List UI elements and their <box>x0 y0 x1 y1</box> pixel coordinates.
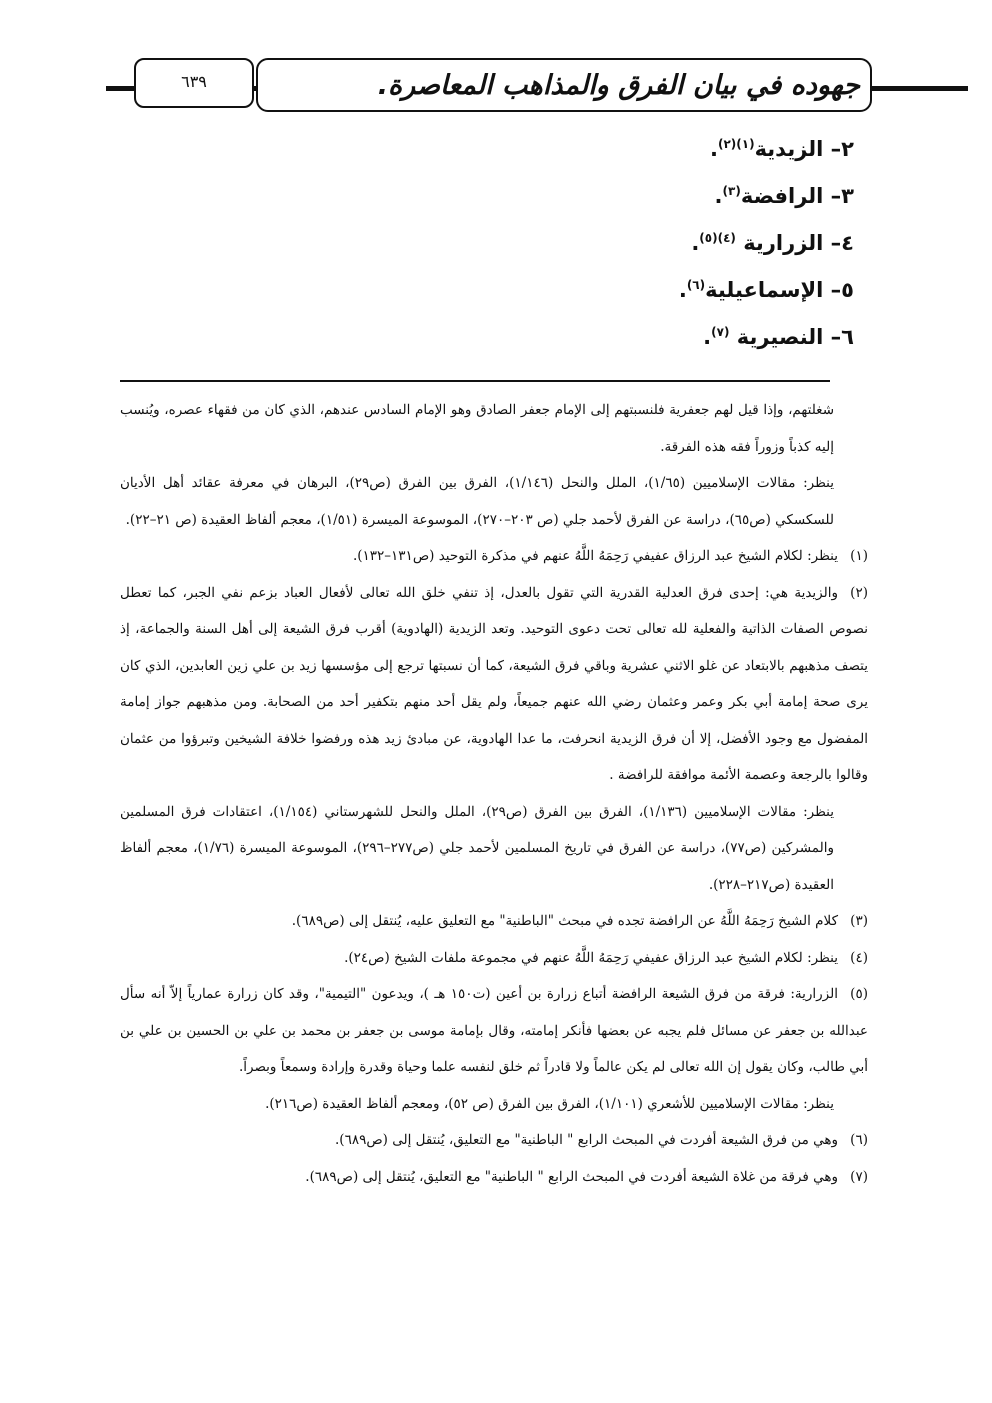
footnote-1 <box>120 538 868 575</box>
list-item <box>454 310 854 357</box>
list-item <box>454 122 854 169</box>
list-item-end: . <box>714 184 723 208</box>
list-item <box>454 216 854 263</box>
footnote-number: (٣) <box>850 913 868 929</box>
list-item-end: . <box>703 325 712 349</box>
footnote-text: والزيدية هي: إحدى فرق العدلية القدرية التي تقول بالعدل، إذ تنفي خلق الله تعالى لأفعال العباد بزعم نفي الجبر، كما تعطل نصوص الصفات الذاتية والفعلية لله تعالى تحت دعوى التوحيد. وتعد الزيدية (الهادوية) أقرب فرق الشيعة إلى أهل السنة والجماعة، إذ يتصف مذهبهم بالابتعاد عن غلو الاثني عشرية وباقي فرق الشيعة، كما أن نسبتها ترجع إلى مؤسسها زيد بن علي زين العابدين، الذي كان يرى صحة إمامة أبي بكر وعمر وعثمان رضي الله عنهم جميعاً، ولم يقل أحد منهم بتكفير أحد من الصحابة. ومن مذهبهم جواز إمامة المفضول مع وجود الأفضل، إلا أن فرق الزيدية انحرفت، ما عدا الهادوية، عن مبادئ زيد هذه ورفضوا خلافة الشيخين وتبرؤوا من عثمان وقالوا بالرجعة وعصمة الأئمة موافقة للرافضة . <box>120 584 868 783</box>
footnote-number: (٥) <box>850 986 868 1002</box>
list-item-end: . <box>678 278 687 302</box>
footnote-number: (٢) <box>850 584 868 601</box>
footnote-separator <box>120 380 830 382</box>
footnote-text: ينظر: لكلام الشيخ عبد الرزاق عفيفي رَحِمَهُ اللَّهُ عنهم في مجموعة ملفات الشيخ (ص٢٤). <box>344 949 838 966</box>
list-item-end: . <box>691 231 700 255</box>
footnote-text: وهي من فرق الشيعة أفردت في المبحث الرابع " الباطنية" مع التعليق، يُنتقل إلى (ص٦٨٩). <box>335 1132 838 1148</box>
footnote-4 <box>120 940 868 977</box>
list-item-text: ٥– الإسماعيلية <box>705 278 854 302</box>
footnote-ref[interactable]: (٦) <box>686 278 706 292</box>
footnote-number: (٤) <box>850 949 868 966</box>
footnote-text: كلام الشيخ رَحِمَهُ اللَّهُ عن الرافضة تجده في مبحث "الباطنية" مع التعليق عليه، يُنتقل إلى (ص٦٨٩). <box>291 913 838 929</box>
footnote-2-sources: ينظر: مقالات الإسلاميين (١/١٣٦)، الفرق بين الفرق (ص٢٩)، الملل والنحل للشهرستاني (١/١٥٤)، اعتقادات فرق المسلمين والمشركين (ص٧٧)، دراسة عن الفرق في تاريخ المسلمين لأحمد جلي (ص٢٧٧–٢٩٦)، الموسوعة الميسرة (١/٧٦)، معجم ألفاظ العقيدة (ص٢١٧–٢٢٨). <box>120 803 834 893</box>
footnote-2 <box>120 575 868 794</box>
footnote-text: الزرارية: فرقة من فرق الشيعة الرافضة أتباع زرارة بن أعين (ت١٥٠ هـ )، ويدعون "التيمية"، وقد كان زرارة عمارياً إلاّ أنه سأل عبدالله بن جعفر عن مسائل فلم يجبه عن بعضها فأنكر إمامته، وقال بإمامة موسى بن جعفر بن محمد بن علي بن الحسين بن علي بن أبي طالب، وكان يقول إن الله تعالى لم يكن عالماً ولا قادراً ثم خلق لنفسه علما وحياة وقدرة وإرادة وسمعاً وبصراً. <box>120 986 868 1075</box>
list-item-text: ٤– الزرارية <box>735 231 854 255</box>
footnotes <box>120 392 868 1195</box>
footnote-number: (١) <box>850 548 868 564</box>
footnote-text: وهي فرقة من غلاة الشيعة أفردت في المبحث الرابع " الباطنية" مع التعليق، يُنتقل إلى (ص٦٨٩). <box>305 1168 838 1185</box>
footnote-ref[interactable]: (٧) <box>711 325 730 339</box>
footnote-5 <box>120 976 868 1086</box>
footnote-ref[interactable]: (١)(٢) <box>717 137 755 151</box>
list-item <box>454 169 854 216</box>
footnote-3 <box>120 903 868 940</box>
footnote-ref[interactable]: (٣) <box>722 184 741 198</box>
footnote-continuation: شغلتهم، وإذا قيل لهم جعفرية فلنسبتهم إلى الإمام جعفر الصادق وهو الإمام السادس عندهم، الذي كان من فقهاء عصره، ويُنسب إليه كذباً وزوراً فقه هذه الفرقة. <box>120 402 834 455</box>
list-item-text: ٢– الزيدية <box>754 137 854 161</box>
list-item-text: ٣– الرافضة <box>740 184 854 208</box>
footnote-continuation-sources: ينظر: مقالات الإسلاميين (١/٦٥)، الملل والنحل (١/١٤٦)، الفرق بين الفرق (ص٢٩)، البرهان في معرفة عقائد أهل الأديان للسكسكي (ص٦٥)، دراسة عن الفرق لأحمد جلي (ص ٢٠٣–٢٧٠)، الموسوعة الميسرة (١/٥١)، معجم ألفاظ العقيدة (ص ٢١–٢٢). <box>120 475 834 528</box>
page-title: جهوده في بيان الفرق والمذاهب المعاصرة. <box>377 70 860 101</box>
footnote-6 <box>120 1122 868 1159</box>
list-item-text: ٦– النصيرية <box>729 325 854 349</box>
list-item <box>454 263 854 310</box>
page-number: ٦٣٩ <box>181 72 207 91</box>
footnote-7 <box>120 1159 868 1196</box>
footnote-ref[interactable]: (٤)(٥) <box>699 231 736 245</box>
footnote-number: (٦) <box>850 1132 868 1148</box>
list-item-end: . <box>709 137 718 161</box>
footnote-text: ينظر: لكلام الشيخ عبد الرزاق عفيفي رَحِمَهُ اللَّهُ عنهم في مذكرة التوحيد (ص١٣١–١٣٢). <box>352 548 838 564</box>
sect-list <box>454 122 854 357</box>
footnote-5-sources: ينظر: مقالات الإسلاميين للأشعري (١/١٠١)، الفرق بين الفرق (ص ٥٢)، ومعجم ألفاظ العقيدة (ص٢١٦). <box>265 1095 834 1112</box>
footnote-number: (٧) <box>850 1168 868 1185</box>
